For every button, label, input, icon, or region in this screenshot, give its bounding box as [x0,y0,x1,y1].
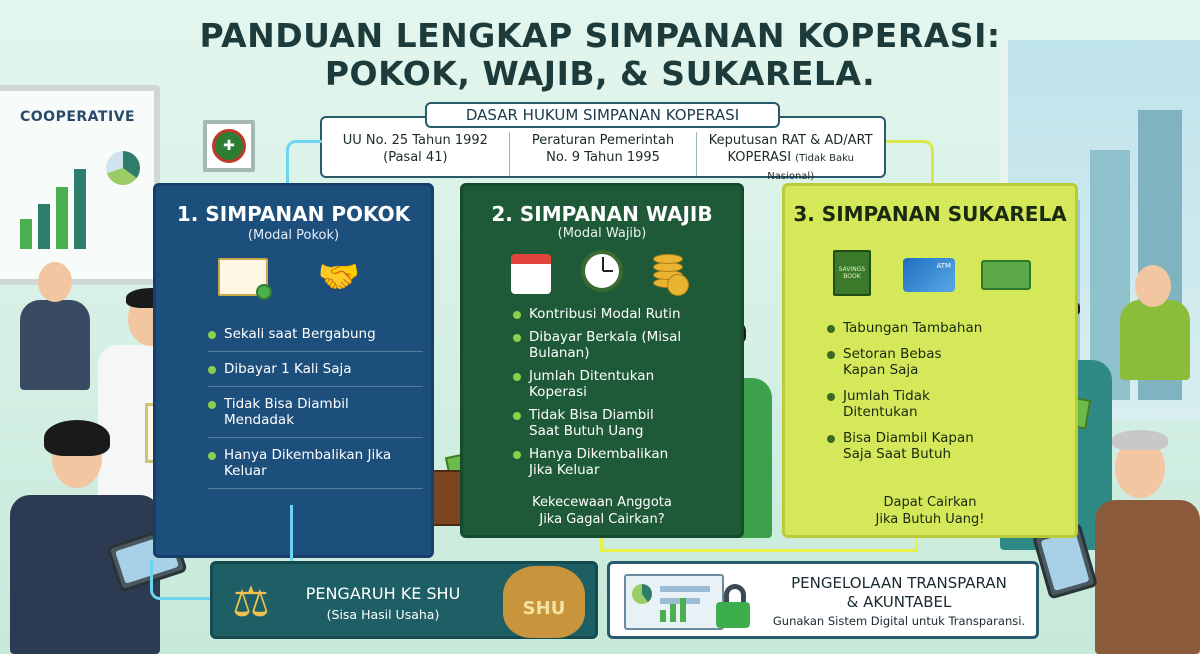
atm-card-label: ATM [936,262,951,270]
panel-subtitle: (Modal Pokok) [247,228,340,243]
transparency-text [760,574,1038,628]
legal-basis-title: DASAR HUKUM SIMPANAN KOPERASI [425,102,780,128]
clock-hand [602,257,604,271]
list-item: Jumlah Tidak Ditentukan [827,388,987,420]
whiteboard-bar [20,219,32,249]
cash-icon [981,260,1031,290]
footer-line: Jika Butuh Uang! [875,512,985,527]
unlocked-padlock-icon [716,584,750,628]
handshake-icon: 🤝 [317,257,361,297]
list-item: Kontribusi Modal Rutin [513,306,683,322]
list-item: Jumlah Ditentukan Koperasi [513,368,683,400]
panel-simpanan-wajib [460,183,744,538]
money-bag-icon [503,566,585,638]
transparency-subtitle: Gunakan Sistem Digital untuk Transparansi. [772,614,1026,628]
clock-icon [581,250,623,292]
savings-book-icon [833,250,871,296]
panel-simpanan-pokok [153,183,434,558]
list-item: Dibayar Berkala (Misal Bulanan) [513,329,683,361]
whiteboard-pie-chart [106,151,140,185]
list-item: Dibayar 1 Kali Saja [208,361,423,387]
connector-arrow [600,538,918,552]
money-bag-label: SHU [522,597,566,619]
legal-item-text: UU No. 25 Tahun 1992 [342,133,488,148]
legal-item-text: (Pasal 41) [383,150,448,165]
list-item: Tidak Bisa Diambil Mendadak [208,396,423,438]
dashboard-screen-icon [624,574,724,630]
whiteboard-bar [38,204,50,249]
transparency-title-line1: PENGELOLAAN TRANSPARAN [791,574,1007,592]
footer-line: Jika Gagal Cairkan? [539,512,665,527]
savings-book-label: SAVINGS BOOK [838,266,866,280]
panel-footer [785,494,1075,528]
connector-arrow [886,140,934,185]
panel-subtitle: (Modal Wajib) [557,226,647,241]
list-item: Tidak Bisa Diambil Saat Butuh Uang [513,407,683,439]
calendar-icon [511,254,551,294]
legal-item-text: Keputusan RAT & AD/ART [708,133,873,148]
list-item: Bisa Diambil Kapan Saja Saat Butuh [827,430,987,462]
list-item: Tabungan Tambahan [827,320,987,336]
shu-subtitle: (Sisa Hasil Usaha) [326,607,440,622]
connector-arrow [150,560,210,600]
legal-item-text: Peraturan Pemerintah [531,133,675,148]
cooperative-logo-frame [203,120,255,172]
panel-title: 3. SIMPANAN SUKARELA [793,202,1067,226]
connector-arrow [290,505,302,561]
whiteboard [0,85,160,285]
list-item: Hanya Dikembalikan Jika Keluar [513,446,683,478]
connector-arrow [286,140,322,185]
panel-footer [463,494,741,528]
scale-icon: ⚖ [232,577,270,626]
panel-simpanan-sukarela [782,183,1078,538]
legal-item-text: KOPERASI [727,150,792,165]
sukarela-bullet-list [827,320,987,472]
page-title-line1: PANDUAN LENGKAP SIMPANAN KOPERASI: [199,16,1001,55]
shu-title: PENGARUH KE SHU [305,584,461,603]
clock-hand [603,270,613,272]
whiteboard-label: COOPERATIVE [20,109,136,125]
wajib-bullet-list [513,306,683,485]
panel-title: 2. SIMPANAN WAJIB [491,202,713,226]
legal-item-text [703,149,878,185]
list-item: Setoran Bebas Kapan Saja [827,346,987,378]
list-item: Sekali saat Bergabung [208,326,423,352]
legal-item-note: (Tidak Baku Nasional) [767,153,854,182]
atm-card-icon [903,258,955,292]
whiteboard-bar [74,169,86,249]
cooperative-logo-icon: ✚ [212,129,246,163]
legal-item-rat [697,132,884,182]
footer-line: Kekecewaan Anggota [532,495,672,510]
coins-icon [653,248,693,292]
shu-box [210,561,598,639]
legal-item-text: No. 9 Tahun 1995 [546,150,660,165]
panel-title: 1. SIMPANAN POKOK [176,202,411,226]
page-title-line2: POKOK, WAJIB, & SUKARELA. [324,54,876,93]
legal-item-pp [510,132,698,176]
list-item: Hanya Dikembalikan Jika Keluar [208,447,423,489]
transparency-box [607,561,1039,639]
footer-line: Dapat Cairkan [883,495,977,510]
seal-icon [256,284,272,300]
whiteboard-bar [56,187,68,249]
lock-body [716,602,750,628]
transparency-title-line2: & AKUNTABEL [846,593,952,611]
pokok-bullet-list [208,326,423,498]
legal-item-uu [322,132,510,176]
shu-text [283,584,483,622]
certificate-icon [218,258,268,296]
